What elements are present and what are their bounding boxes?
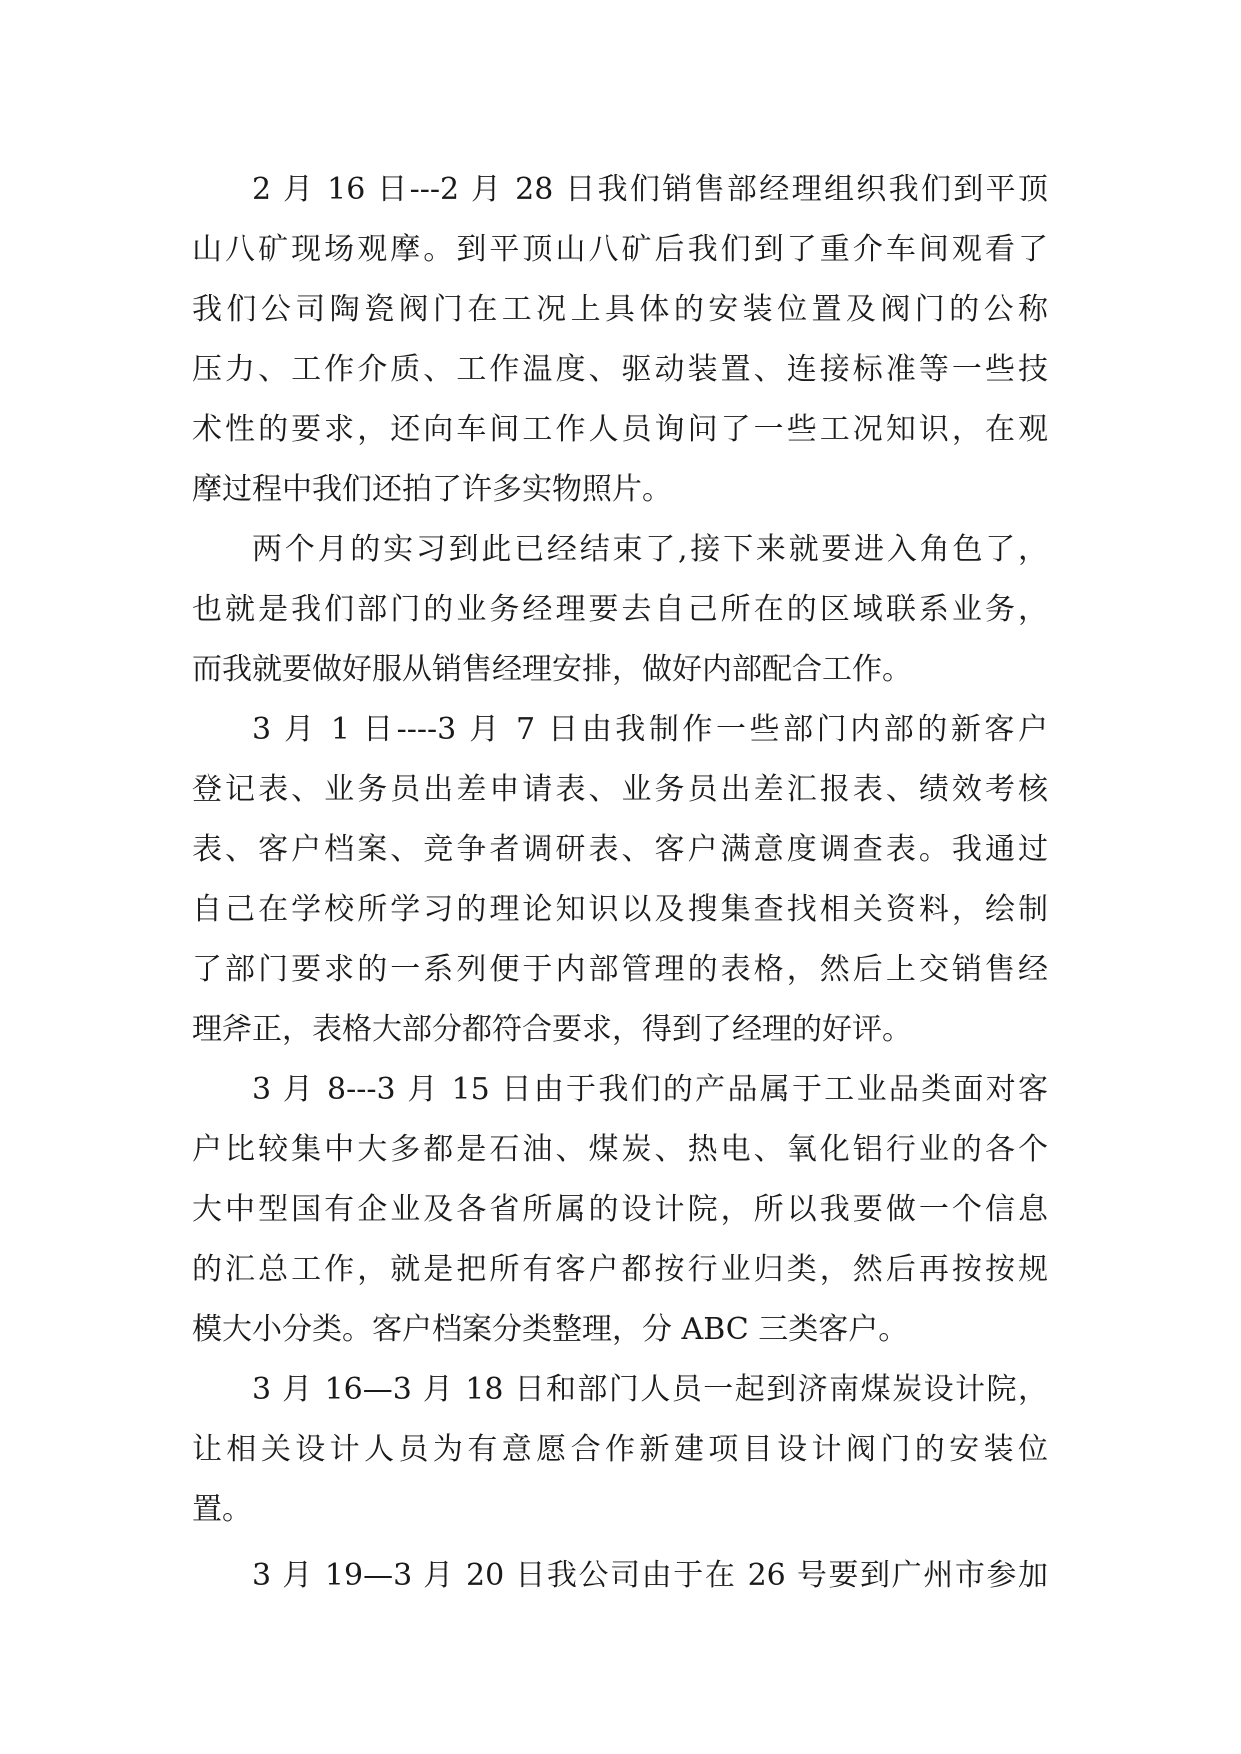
text-line: 摩过程中我们还拍了许多实物照片。 bbox=[192, 472, 672, 507]
text-line: 压力、工作介质、工作温度、驱动装置、连接标准等一些技 bbox=[192, 352, 1048, 387]
text-line: 3 月 1 日----3 月 7 日由我制作一些部门内部的新客户 bbox=[252, 712, 1048, 747]
text-line: 2 月 16 日---2 月 28 日我们销售部经理组织我们到平顶 bbox=[252, 172, 1048, 207]
text-line: 3 月 19—3 月 20 日我公司由于在 26 号要到广州市参加 bbox=[252, 1558, 1048, 1593]
text-line: 的汇总工作，就是把所有客户都按行业归类，然后再按按规 bbox=[192, 1252, 1048, 1287]
text-line: 户比较集中大多都是石油、煤炭、热电、氧化铝行业的各个 bbox=[192, 1132, 1048, 1167]
text-line: 表、客户档案、竞争者调研表、客户满意度调查表。我通过 bbox=[192, 832, 1048, 867]
text-line: 了部门要求的一系列便于内部管理的表格，然后上交销售经 bbox=[192, 952, 1048, 987]
text-line: 我们公司陶瓷阀门在工况上具体的安装位置及阀门的公称 bbox=[192, 292, 1048, 327]
text-line: 大中型国有企业及各省所属的设计院，所以我要做一个信息 bbox=[192, 1192, 1048, 1227]
text-line: 两个月的实习到此已经结束了,接下来就要进入角色了， bbox=[252, 532, 1048, 567]
text-line: 登记表、业务员出差申请表、业务员出差汇报表、绩效考核 bbox=[192, 772, 1048, 807]
text-line: 自己在学校所学习的理论知识以及搜集查找相关资料，绘制 bbox=[192, 892, 1048, 927]
text-line: 让相关设计人员为有意愿合作新建项目设计阀门的安装位 bbox=[192, 1432, 1048, 1467]
text-line: 理斧正，表格大部分都符合要求，得到了经理的好评。 bbox=[192, 1012, 912, 1047]
text-line: 而我就要做好服从销售经理安排，做好内部配合工作。 bbox=[192, 652, 912, 687]
text-line: 3 月 16—3 月 18 日和部门人员一起到济南煤炭设计院， bbox=[252, 1372, 1048, 1407]
text-line: 术性的要求，还向车间工作人员询问了一些工况知识，在观 bbox=[192, 412, 1048, 447]
text-line: 也就是我们部门的业务经理要去自己所在的区域联系业务， bbox=[192, 592, 1048, 627]
text-line: 3 月 8---3 月 15 日由于我们的产品属于工业品类面对客 bbox=[252, 1072, 1048, 1107]
text-line: 模大小分类。客户档案分类整理，分 ABC 三类客户。 bbox=[192, 1312, 909, 1347]
text-line: 山八矿现场观摩。到平顶山八矿后我们到了重介车间观看了 bbox=[192, 232, 1048, 267]
text-line: 置。 bbox=[192, 1492, 252, 1527]
